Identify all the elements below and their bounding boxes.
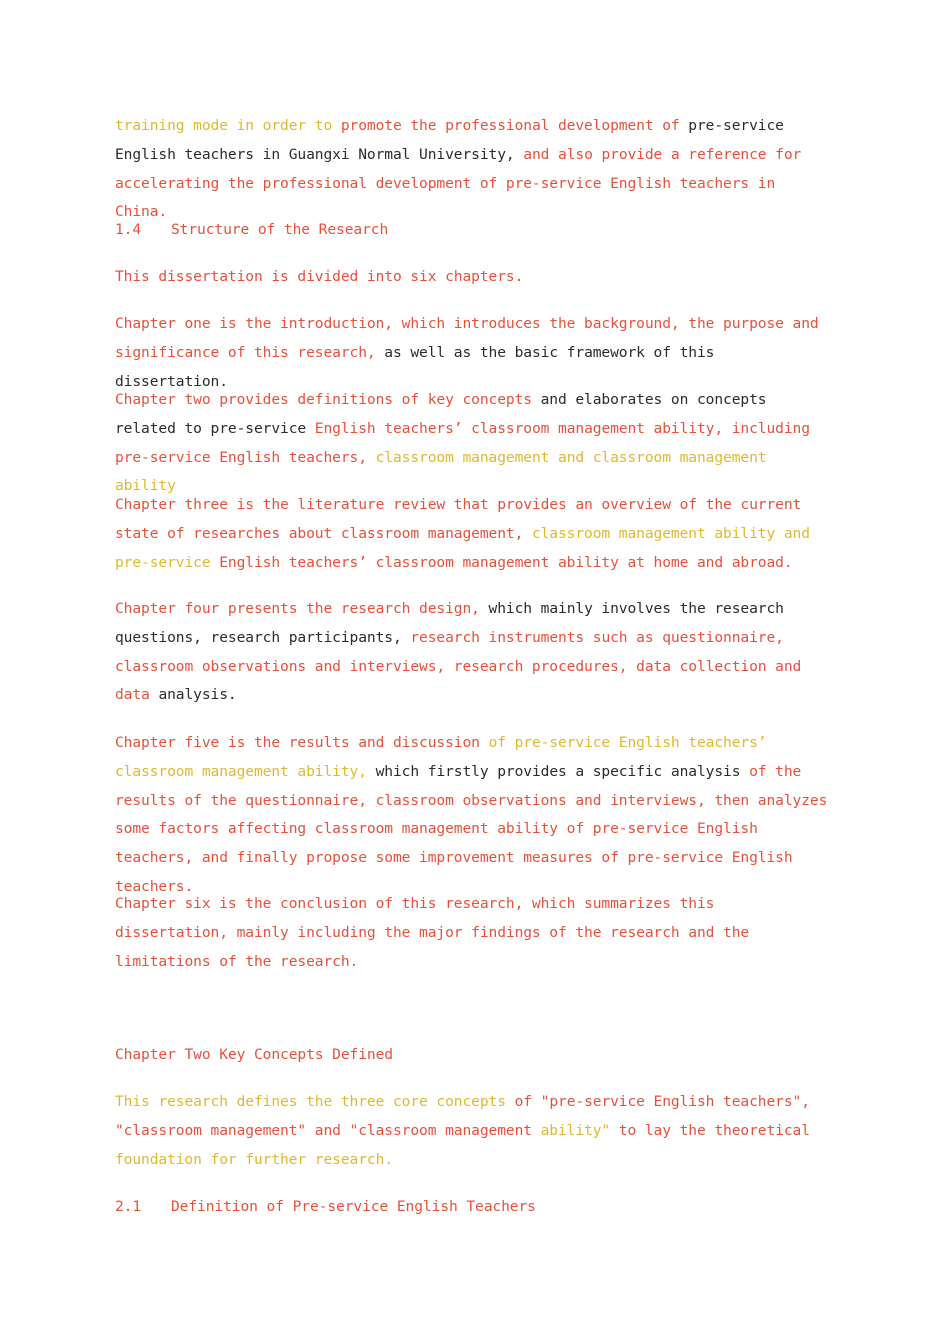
text-run: training mode in order to xyxy=(115,117,341,134)
text-run: Chapter three is the literature review that provides an overview of the current state of researches about classroom management, xyxy=(115,496,802,542)
section-title: Structure of the Research xyxy=(171,221,389,238)
section-heading-1-4 xyxy=(115,216,835,245)
text-run: Chapter two provides definitions of key concepts xyxy=(115,391,541,408)
text-run: of "pre-service English teachers", "classroom management" and "classroom management xyxy=(115,1093,810,1139)
section-number: 1.4 xyxy=(115,221,142,238)
paragraph-chapter-one xyxy=(115,310,835,396)
text-run: classroom management ability and pre-service xyxy=(115,524,810,571)
text-run: ability" xyxy=(540,1121,619,1139)
text-run: English teachers’ classroom management ability at home and abroad. xyxy=(219,553,793,571)
text-run: of pre-service English teachers’ classroom management ability, xyxy=(115,734,767,780)
text-run: and elaborates on concepts related to pre-service xyxy=(115,391,767,437)
section-heading-2-1 xyxy=(115,1193,835,1222)
text-run: foundation for further research. xyxy=(115,1150,393,1168)
paragraph-chapter-four xyxy=(115,595,835,710)
text-run: Chapter four presents the research design, xyxy=(115,600,489,617)
text-run: Chapter six is the conclusion of this research, which summarizes this dissertation, mainly including the major findings of the research and the limitations of the research. xyxy=(115,895,750,970)
text-run: analysis. xyxy=(158,686,237,704)
paragraph-chapter-six xyxy=(115,890,835,976)
text-run: which mainly involves the research questions, research participants, xyxy=(115,600,784,646)
paragraph-chapter-two xyxy=(115,386,835,501)
text-run: to lay the theoretical xyxy=(618,1121,810,1139)
text-run: promote the professional development of xyxy=(340,117,689,134)
text-run: as well as the basic framework of this dissertation. xyxy=(115,343,715,390)
text-run: classroom management and classroom management ability xyxy=(115,448,767,495)
section-title: Definition of Pre-service English Teachers xyxy=(171,1198,536,1215)
text-run: which firstly provides a specific analysis xyxy=(375,762,750,780)
paragraph-chapter-three xyxy=(115,491,835,577)
text-run: This research defines the three core concepts xyxy=(115,1093,515,1110)
text-run: and also provide a reference for accelerating the professional development of pre-service English teachers in China. xyxy=(115,145,802,221)
paragraph-intro-tail xyxy=(115,112,835,227)
chapter-heading: Chapter Two Key Concepts Defined xyxy=(115,1046,393,1063)
paragraph-six-chapters xyxy=(115,263,835,292)
text-run: Chapter one is the introduction, which introduces the background, the purpose and significance of this research, xyxy=(115,315,819,361)
paragraph-core-concepts xyxy=(115,1088,835,1174)
text-run: of the results of the questionnaire, classroom observations and interviews, then analyzes some factors affecting classroom management ability of pre-service English teachers, and finally propose some improvement measures of pre-service English teachers. xyxy=(115,762,828,895)
text-run: English teachers’ classroom management ability, including pre-service English teachers, xyxy=(115,419,810,466)
paragraph-chapter-five xyxy=(115,729,835,902)
text-run: research instruments such as questionnaire, classroom observations and interviews, research procedures, data collection and data xyxy=(115,628,802,704)
section-number: 2.1 xyxy=(115,1198,142,1215)
text-run: pre-service English teachers in Guangxi Normal University, xyxy=(115,117,784,163)
text-run: Chapter five is the results and discussion xyxy=(115,734,489,751)
text-run: This dissertation is divided into six chapters. xyxy=(115,268,524,285)
